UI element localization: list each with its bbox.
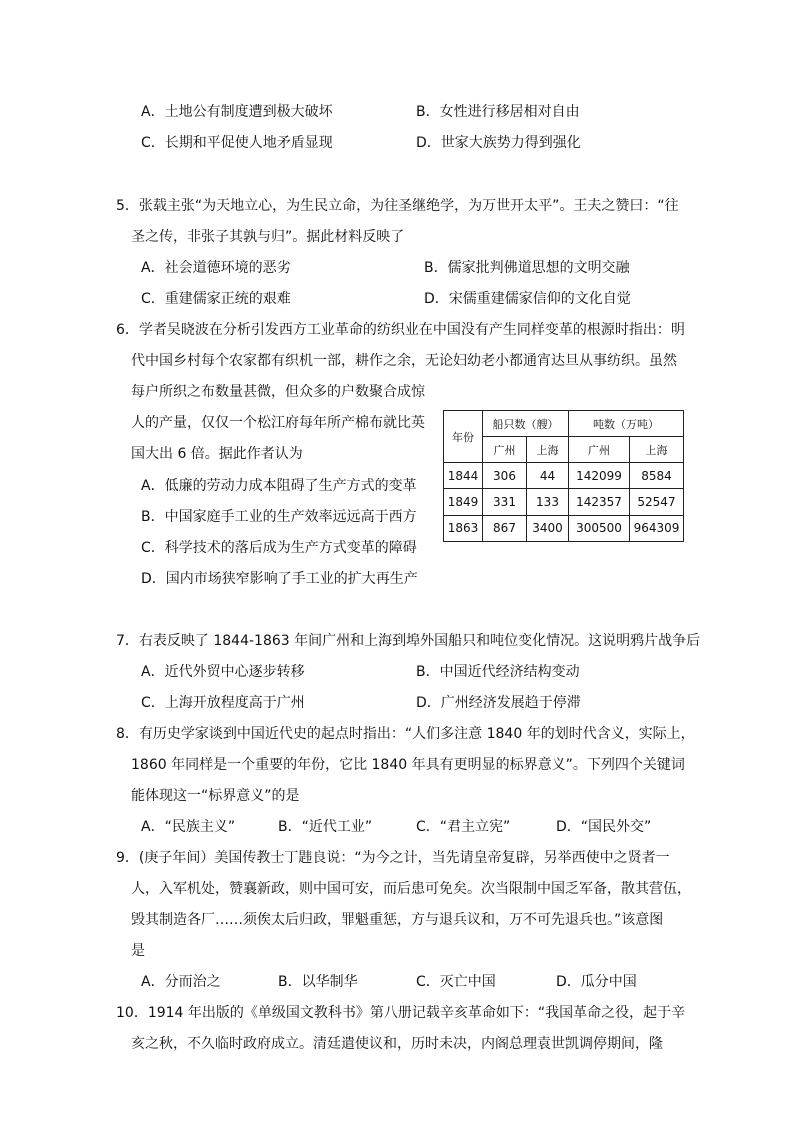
table-cell: 331 — [483, 489, 527, 515]
table-cell: 142099 — [569, 463, 630, 489]
table-row — [444, 489, 684, 515]
q6-option-a: A．低廉的劳动力成本阻碍了生产方式的变革 — [141, 478, 417, 494]
q6-stem-line-5: 国大出 6 倍。据此作者认为 — [131, 446, 303, 462]
q8-option-d: D．“国民外交” — [556, 819, 652, 835]
ship-tonnage-table — [443, 410, 684, 542]
q8-stem-line-2: 1860 年同样是一个重要的年份，它比 1840 年具有更明显的标界意义”。下列四个关键词 — [131, 757, 685, 773]
q5-option-c: C．重建儒家正统的艰难 — [141, 291, 291, 307]
q9-option-b: B．以华制华 — [278, 974, 358, 990]
q10-stem-line-2: 亥之秋，不久临时政府成立。清廷遣使议和，历时未决，内阁总理袁世凯调停期间，隆 — [131, 1036, 663, 1052]
table-header-year: 年份 — [444, 411, 483, 463]
q9-stem-line-3: 毁其制造各厂……须俟太后归政，罪魁重惩，方与退兵议和，万不可先退兵也。”该意图 — [131, 912, 664, 928]
table-subheader: 广州 — [569, 437, 630, 463]
table-cell: 867 — [483, 515, 527, 541]
table-cell: 964309 — [630, 515, 684, 541]
q8-option-a: A．“民族主义” — [141, 819, 236, 835]
q5-option-d: D．宋儒重建儒家信仰的文化自觉 — [424, 291, 631, 307]
q6-option-b: B．中国家庭手工业的生产效率远远高于西方 — [141, 509, 417, 525]
table-header-tons: 吨数（万吨） — [569, 411, 684, 437]
table-cell: 3400 — [527, 515, 569, 541]
table-cell: 52547 — [630, 489, 684, 515]
q7-stem-line-1: 7．右表反映了 1844-1863 年间广州和上海到埠外国船只和吨位变化情况。这说明鸦片战争后 — [116, 633, 701, 649]
q6-stem-line-3: 每户所织之布数量甚微，但众多的户数聚合成惊 — [131, 384, 425, 400]
table-cell: 300500 — [569, 515, 630, 541]
table-row — [444, 463, 684, 489]
table-cell: 133 — [527, 489, 569, 515]
table-header-ships: 船只数（艘） — [483, 411, 569, 437]
q5-stem-line-2: 圣之传，非张子其孰与归”。据此材料反映了 — [131, 229, 405, 245]
q6-stem-line-1: 6．学者吴晓波在分析引发西方工业革命的纺织业在中国没有产生同样变革的根源时指出：明 — [116, 322, 685, 338]
q4-option-c: C．长期和平促使人地矛盾显现 — [141, 135, 333, 151]
q5-option-a: A．社会道德环境的恶劣 — [141, 260, 291, 276]
q6-stem-line-2: 代中国乡村每个农家都有织机一部，耕作之余，无论妇幼老小都通宵达旦从事纺织。虽然 — [131, 353, 677, 369]
q8-option-c: C．“君主立宪” — [416, 819, 511, 835]
table-cell: 306 — [483, 463, 527, 489]
q9-option-d: D．瓜分中国 — [556, 974, 637, 990]
q6-option-c: C．科学技术的落后成为生产方式变革的障碍 — [141, 540, 417, 556]
table-row — [444, 515, 684, 541]
q9-stem-line-1: 9．(庚子年间）美国传教士丁韪良说：“为今之计，当先请皇帝复辟，另举西使中之贤者一 — [116, 850, 670, 866]
q7-option-a: A．近代外贸中心逐步转移 — [141, 664, 305, 680]
q5-stem-line-1: 5．张载主张“为天地立心，为生民立命，为往圣继绝学，为万世开太平”。王夫之赞曰：“往 — [116, 198, 679, 214]
table-cell: 1849 — [444, 489, 483, 515]
table-cell: 44 — [527, 463, 569, 489]
table-subheader: 上海 — [527, 437, 569, 463]
q8-stem-line-3: 能体现这一“标界意义”的是 — [131, 788, 300, 804]
q9-option-c: C．灭亡中国 — [416, 974, 496, 990]
q10-stem-line-1: 10．1914 年出版的《单级国文教科书》第八册记载辛亥革命如下：“我国革命之役，起于辛 — [116, 1005, 686, 1021]
q9-stem-line-4: 是 — [131, 943, 145, 959]
q9-stem-line-2: 人，入军机处，赞襄新政，则中国可安，而后患可免矣。次当限制中国乏军备，散其营伍， — [131, 881, 691, 897]
q7-option-c: C．上海开放程度高于广州 — [141, 695, 305, 711]
table-cell: 8584 — [630, 463, 684, 489]
q4-option-d: D．世家大族势力得到强化 — [416, 135, 581, 151]
q6-stem-line-4: 人的产量，仅仅一个松江府每年所产棉布就比英 — [131, 415, 425, 431]
table-subheader: 上海 — [630, 437, 684, 463]
q4-option-b: B．女性进行移居相对自由 — [416, 104, 580, 120]
q8-option-b: B．“近代工业” — [278, 819, 373, 835]
q7-option-b: B．中国近代经济结构变动 — [416, 664, 580, 680]
q4-option-a: A．土地公有制度遭到极大破坏 — [141, 104, 333, 120]
table-cell: 1863 — [444, 515, 483, 541]
table-cell: 1844 — [444, 463, 483, 489]
q8-stem-line-1: 8．有历史学家谈到中国近代史的起点时指出：“人们多注意 1840 年的划时代含义，实际上， — [116, 726, 695, 742]
q9-option-a: A．分而治之 — [141, 974, 221, 990]
table-cell: 142357 — [569, 489, 630, 515]
q5-option-b: B．儒家批判佛道思想的文明交融 — [424, 260, 630, 276]
table-subheader: 广州 — [483, 437, 527, 463]
q7-option-d: D．广州经济发展趋于停滞 — [416, 695, 581, 711]
q6-option-d: D．国内市场狭窄影响了手工业的扩大再生产 — [141, 571, 418, 587]
